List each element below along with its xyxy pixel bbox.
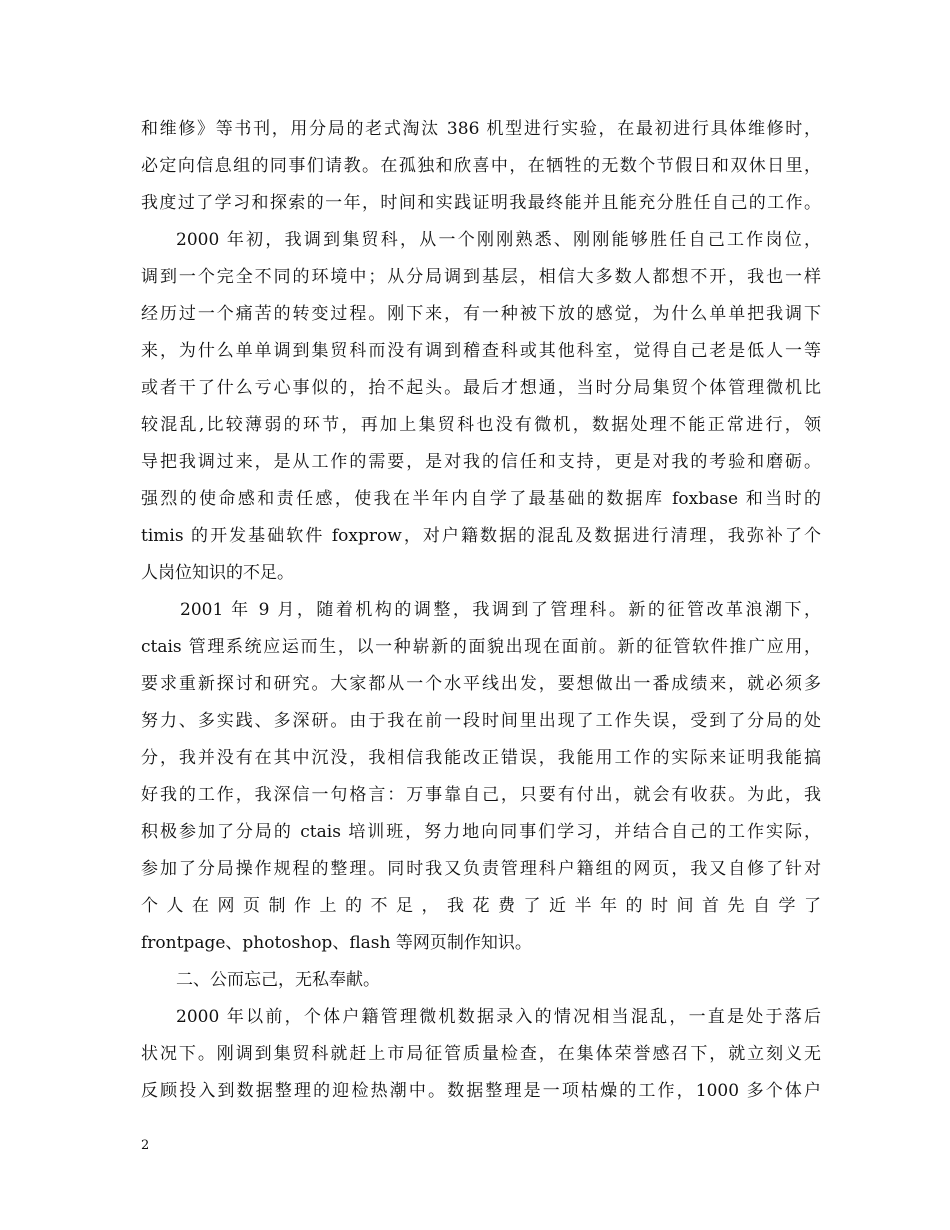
text-line: 导把我调过来，是从工作的需要，是对我的信任和支持，更是对我的考验和磨砺。 [141,452,821,472]
text-line: 2000 年初，我调到集贸科，从一个刚刚熟悉、刚刚能够胜任自己工作岗位， [176,230,821,250]
text-line: 强烈的使命感和责任感，使我在半年内自学了最基础的数据库 foxbase 和当时的 [141,489,821,509]
section-heading: 二、公而忘己，无私奉献。 [176,970,380,990]
text-line: 较混乱,比较薄弱的环节，再加上集贸科也没有微机，数据处理不能正常进行，领 [141,415,821,435]
text-line: 积极参加了分局的 ctais 培训班，努力地向同事们学习，并结合自己的工作实际， [141,822,821,842]
text-line: 要求重新探讨和研究。大家都从一个水平线出发，要想做出一番成绩来，就必须多 [141,674,821,694]
text-line: timis 的开发基础软件 foxprow，对户籍数据的混乱及数据进行清理，我弥补了个 [141,526,821,546]
text-line: 我度过了学习和探索的一年，时间和实践证明我最终能并且能充分胜任自己的工作。 [141,193,821,213]
text-line: 努力、多实践、多深研。由于我在前一段时间里出现了工作失误，受到了分局的处 [141,711,821,731]
text-line: 必定向信息组的同事们请教。在孤独和欣喜中，在牺牲的无数个节假日和双休日里， [141,156,821,176]
text-line: ctais 管理系统应运而生，以一种崭新的面貌出现在面前。新的征管软件推广应用， [141,637,821,657]
text-line: 2000 年以前，个体户籍管理微机数据录入的情况相当混乱，一直是处于落后 [176,1007,821,1027]
text-line: 2001 年 9 月，随着机构的调整，我调到了管理科。新的征管改革浪潮下， [180,600,821,620]
text-line: 人岗位知识的不足。 [141,563,294,583]
text-line: 分，我并没有在其中沉没，我相信我能改正错误，我能用工作的实际来证明我能搞 [141,748,821,768]
text-line: 状况下。刚调到集贸科就赶上市局征管质量检查，在集体荣誉感召下，就立刻义无 [141,1044,821,1064]
text-line: 来，为什么单单调到集贸科而没有调到稽查科或其他科室，觉得自己老是低人一等 [141,341,821,361]
text-line: 参加了分局操作规程的整理。同时我又负责管理科户籍组的网页，我又自修了针对 [141,859,821,879]
text-line: 经历过一个痛苦的转变过程。刚下来，有一种被下放的感觉，为什么单单把我调下 [141,304,821,324]
text-line: 调到一个完全不同的环境中；从分局调到基层，相信大多数人都想不开，我也一样 [141,267,821,287]
text-line: 个 人 在 网 页 制 作 上 的 不 足 ， 我 花 费 了 近 半 年 的 时 间 首 先 自 学 了 [141,896,821,916]
text-line: 和维修》等书刊，用分局的老式淘汰 386 机型进行实验，在最初进行具体维修时， [141,119,821,139]
text-line: frontpage、photoshop、flash 等网页制作知识。 [141,933,532,953]
text-line: 反顾投入到数据整理的迎检热潮中。数据整理是一项枯燥的工作，1000 多个体户 [141,1081,821,1101]
page-number: 2 [141,1138,150,1153]
text-line: 或者干了什么亏心事似的，抬不起头。最后才想通，当时分局集贸个体管理微机比 [141,378,821,398]
text-line: 好我的工作，我深信一句格言：万事靠自己，只要有付出，就会有收获。为此，我 [141,785,821,805]
